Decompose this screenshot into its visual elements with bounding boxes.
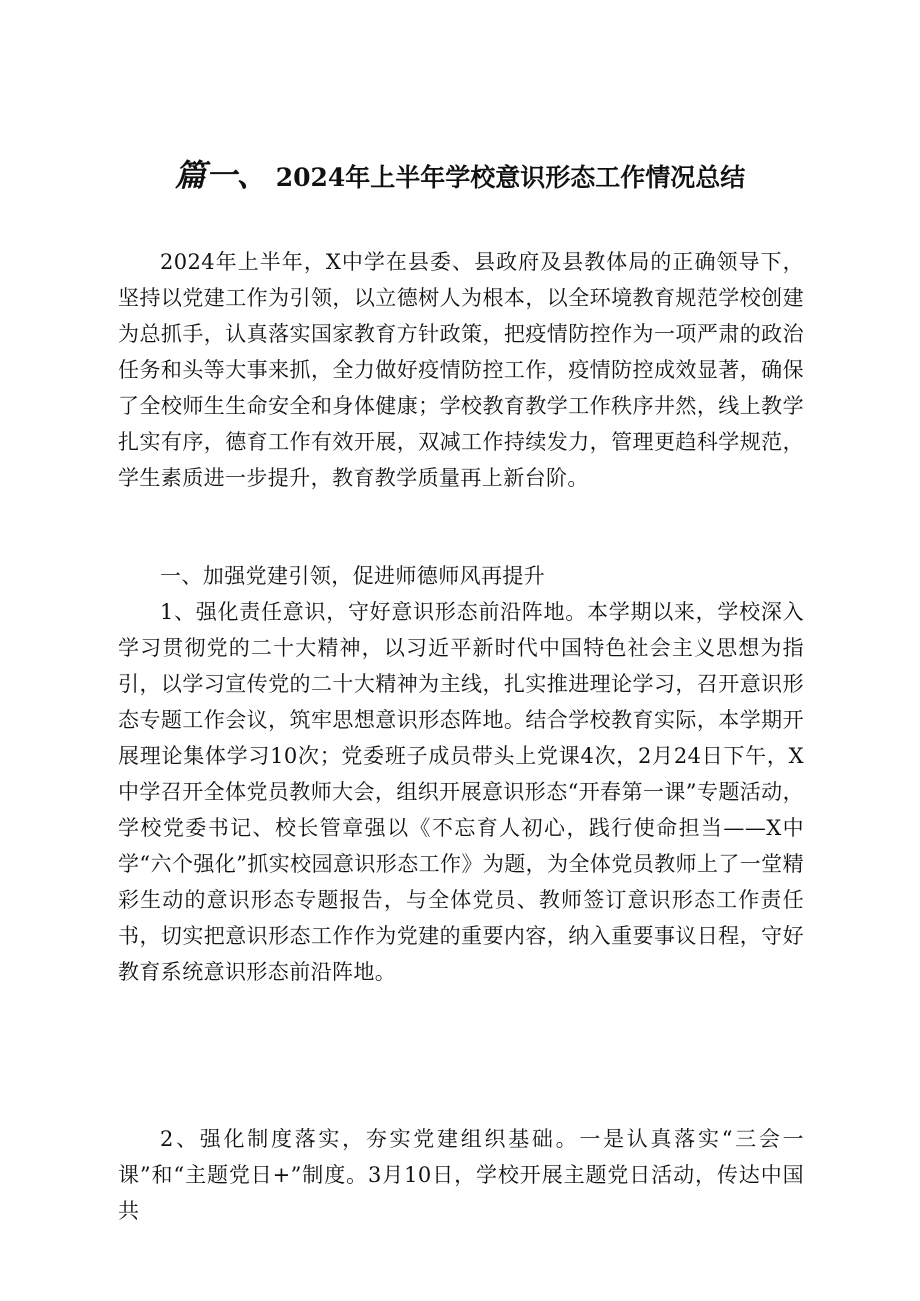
section-1-paragraph-2-block <box>118 1121 804 1229</box>
section-1-paragraph-1: 1、强化责任意识，守好意识形态前沿阵地。本学期以来，学校深入学习贯彻党的二十大精神，以习近平新时代中国特色社会主义思想为指引，以学习宣传党的二十大精神为主线，扎实推进理论学习，召开意识形态专题工作会议，筑牢思想意识形态阵地。结合学校教育实际，本学期开展理论集体学习10次；党委班子成员带头上党课4次，2月24日下午，X中学召开全体党员教师大会，组织开展意识形态“开春第一课”专题活动，学校党委书记、校长管章强以《不忘育人初心，践行使命担当——X中学“六个强化”抓实校园意识形态工作》为题，为全体党员教师上了一堂精彩生动的意识形态专题报告，与全体党员、教师签订意识形态工作责任书，切实把意识形态工作作为党建的重要内容，纳入重要事议日程，守好教育系统意识形态前沿阵地。 <box>118 600 804 984</box>
section-1-paragraph-2: 2、强化制度落实，夯实党建组织基础。一是认真落实“三会一课”和“主题党日+”制度。3月10日，学校开展主题党日活动，传达中国共 <box>118 1127 804 1223</box>
section-1-heading: 一、加强党建引领，促进师德师风再提升 <box>160 564 546 588</box>
intro-paragraph: 2024年上半年，X中学在县委、县政府及县教体局的正确领导下，坚持以党建工作为引领，以立德树人为根本，以全环境教育规范学校创建为总抓手，认真落实国家教育方针政策，把疫情防控作为一项严肃的政治任务和头等大事来抓，全力做好疫情防控工作，疫情防控成效显著，确保了全校师生生命安全和身体健康；学校教育教学工作秩序井然，线上教学扎实有序，德育工作有效开展，双减工作持续发力，管理更趋科学规范，学生素质进一步提升，教育教学质量再上新台阶。 <box>118 250 804 490</box>
title-prefix: 篇一、 <box>174 158 268 194</box>
document-title <box>0 150 920 195</box>
section-1-paragraph-1-block <box>118 594 804 990</box>
intro-block <box>118 244 804 496</box>
section-1-heading-block <box>118 558 804 594</box>
title-text: 2024年上半年学校意识形态工作情况总结 <box>275 163 746 192</box>
